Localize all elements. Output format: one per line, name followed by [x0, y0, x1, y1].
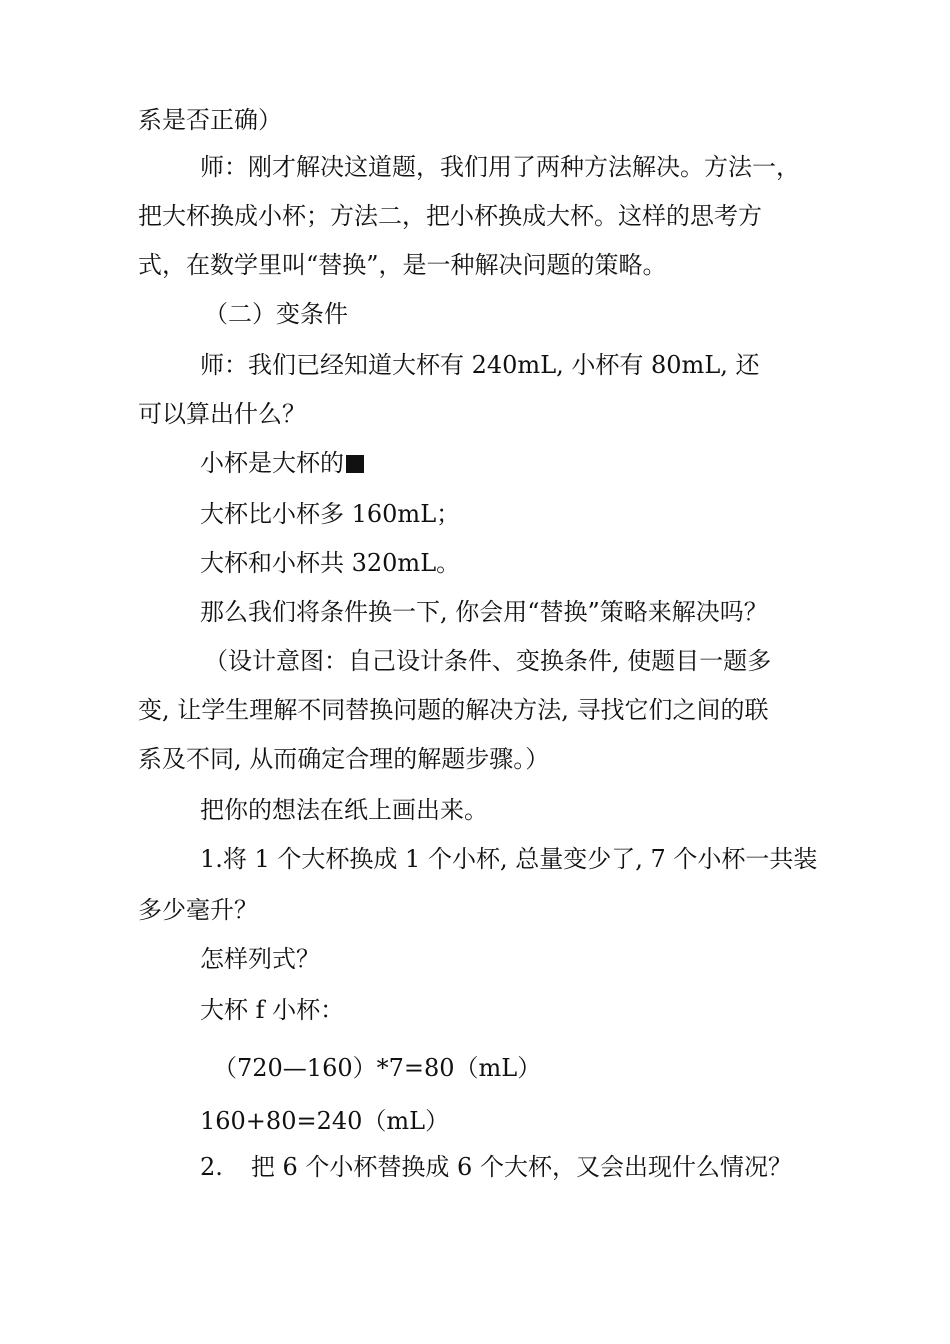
- text-line: 系是否正确）: [138, 106, 282, 134]
- text-line: 变, 让学生理解不同替换问题的解决方法, 寻找它们之间的联: [138, 696, 769, 724]
- text-span: 小杯是大杯的: [200, 449, 344, 477]
- text-line: （设计意图：自己设计条件、变换条件, 使题目一题多: [204, 647, 772, 675]
- text-span: 把 6 个小杯替换成 6 个大杯，又会出现什么情况？: [250, 1153, 792, 1181]
- text-line: [200, 447, 364, 479]
- text-line: 大杯比小杯多 160mL；: [200, 500, 461, 528]
- text-line: 把你的想法在纸上画出来。: [200, 796, 488, 824]
- text-line: 把大杯换成小杯；方法二，把小杯换成大杯。这样的思考方: [138, 202, 762, 230]
- text-line: 大杯和小杯共 320mL。: [200, 549, 461, 577]
- text-line: 师：刚才解决这道题，我们用了两种方法解决。方法一，: [200, 153, 800, 181]
- text-line: 1.将 1 个大杯换成 1 个小杯, 总量变少了, 7 个小杯一共装: [200, 845, 818, 873]
- item-number: 2.: [200, 1153, 223, 1181]
- text-line: 多少毫升？: [138, 896, 258, 924]
- text-line: 可以算出什么？: [138, 400, 306, 428]
- text-line: 怎样列式？: [200, 945, 320, 973]
- black-square-mark: [346, 455, 364, 473]
- text-line: 师：我们已经知道大杯有 240mL, 小杯有 80mL, 还: [200, 351, 760, 379]
- text-line: 那么我们将条件换一下, 你会用“替换”策略来解决吗？: [200, 598, 768, 626]
- text-line: 系及不同, 从而确定合理的解题步骤。）: [138, 745, 550, 773]
- numbered-item: [200, 1151, 792, 1183]
- text-line: 式，在数学里叫“替换”，是一种解决问题的策略。: [138, 251, 667, 279]
- text-line: 大杯 f 小杯：: [200, 996, 345, 1024]
- section-heading: （二）变条件: [204, 300, 348, 328]
- formula-line: 160+80=240（mL）: [200, 1107, 450, 1135]
- formula-line: （720—160）*7=80（mL）: [213, 1054, 542, 1082]
